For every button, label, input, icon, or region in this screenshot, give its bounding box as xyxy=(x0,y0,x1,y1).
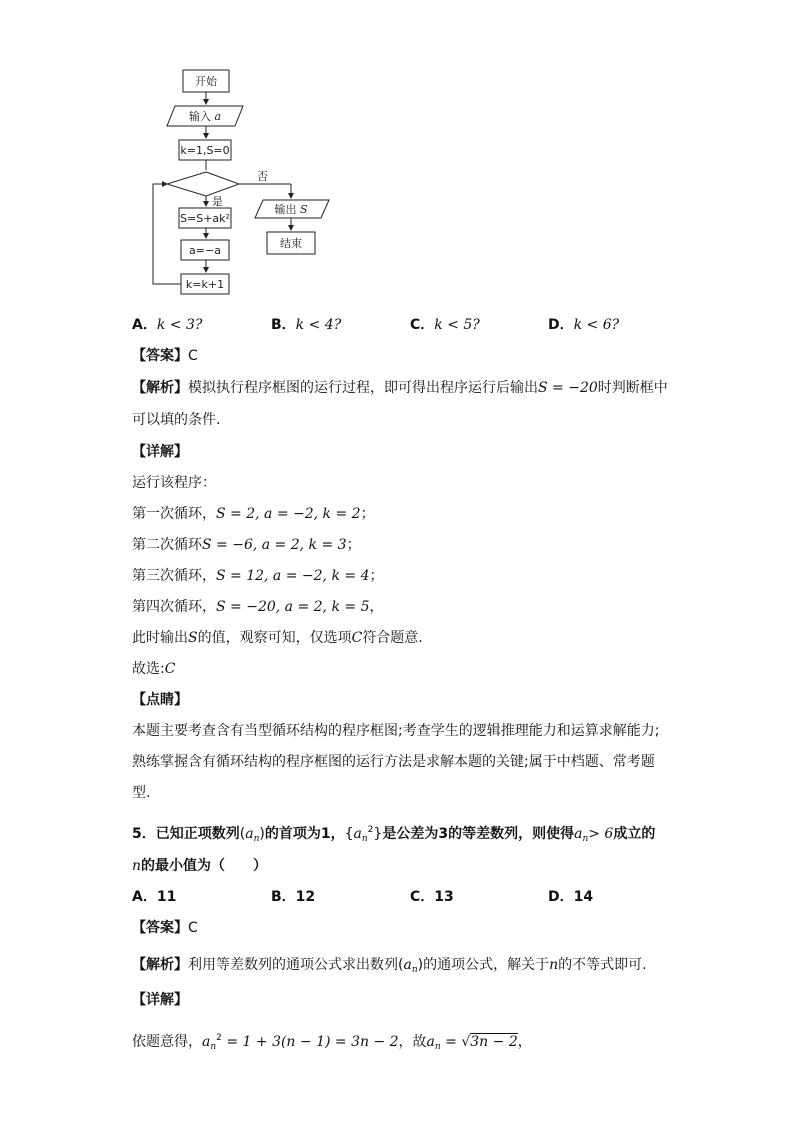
loop-label: 第三次循环， xyxy=(132,568,216,584)
loop-line xyxy=(132,535,361,555)
option-letter: A． xyxy=(132,317,157,333)
q4-analysis-line1 xyxy=(132,378,668,398)
flowchart xyxy=(145,62,345,297)
q4-detail-tag: 【详解】 xyxy=(132,444,188,460)
stem-text: 是公差为3的等差数列，则使得 xyxy=(382,826,575,842)
option-value: 12 xyxy=(295,889,316,905)
stem-text: 的最小值为（ ） xyxy=(141,858,268,874)
assign-k-label: k=k+1 xyxy=(185,278,225,291)
stem-text: 5．已知正项数列 xyxy=(132,826,240,842)
conclusion-text: 的值，观察可知，仅选项 xyxy=(197,630,352,646)
q5-option-d[interactable] xyxy=(548,887,593,907)
stem-text: 的首项为1， xyxy=(264,826,345,842)
q4-option-b[interactable] xyxy=(271,315,341,335)
seq-sub: n xyxy=(361,834,368,844)
analysis-var: n xyxy=(549,957,559,973)
detail-text: ，故 xyxy=(398,1034,427,1050)
detail-text: ， xyxy=(517,1034,532,1050)
q4-conclusion xyxy=(132,628,423,648)
option-letter: B． xyxy=(271,889,296,905)
q5-answer xyxy=(132,918,198,938)
loop-tail: ， xyxy=(369,599,384,615)
detail-eq: = xyxy=(445,1034,457,1050)
loop-line xyxy=(132,504,375,524)
conclusion-var: S xyxy=(188,630,198,646)
detail-text: 依题意得， xyxy=(132,1034,202,1050)
svg-text:输出 S xyxy=(274,202,308,216)
q5-stem-line1: 5．已知正项数列$(a_n)$的首项为1，$\{a_n^2\}$是公差为3的等差数列，则使得$a_n> 6$成立的 xyxy=(132,825,656,844)
loop-tail: ； xyxy=(360,506,375,522)
analysis-text: 利用等差数列的通项公式求出数列 xyxy=(188,957,398,973)
choose-var: C xyxy=(164,661,176,677)
q4-comment-line3: 型. xyxy=(132,785,151,801)
option-value: 14 xyxy=(573,889,594,905)
seq-var: a xyxy=(353,826,362,842)
conclusion-text: 符合题意. xyxy=(362,630,423,646)
input-label: 输入 xyxy=(188,110,211,123)
output-label: 输出 xyxy=(274,203,297,216)
yes-label: 是 xyxy=(212,195,223,208)
loop-label: 第一次循环， xyxy=(132,506,216,522)
choose-text: 故选: xyxy=(132,661,165,677)
analysis-math: S = −20 xyxy=(538,380,598,396)
q4-run: 运行该程序： xyxy=(132,475,216,491)
input-var: a xyxy=(214,110,222,123)
analysis-text: 模拟执行程序框图的运行过程，即可得出程序运行后输出 xyxy=(188,380,538,396)
answer-value: C xyxy=(188,920,198,936)
seq-var: a xyxy=(426,1034,435,1050)
analysis-tag: 【解析】 xyxy=(132,380,188,396)
analysis-text: 的通项公式，解关于 xyxy=(423,957,550,973)
option-letter: D． xyxy=(548,317,574,333)
option-letter: A． xyxy=(132,889,157,905)
conclusion-text: 此时输出 xyxy=(132,630,188,646)
seq-sub: n xyxy=(434,1042,441,1052)
loop-label: 第二次循环 xyxy=(132,537,202,553)
loop-tail: ； xyxy=(369,568,384,584)
init-label: k=1,S=0 xyxy=(180,144,230,157)
analysis-text: 的不等式即可. xyxy=(558,957,647,973)
option-letter: C． xyxy=(410,317,435,333)
answer-tag: 【答案】 xyxy=(132,348,188,364)
seq-sub: n xyxy=(411,965,418,975)
detail-sqrt: 3n − 2 xyxy=(470,1034,518,1050)
loop-expr: S = −6, a = 2, k = 3 xyxy=(202,537,347,553)
option-value: 13 xyxy=(434,889,454,905)
conclusion-var: C xyxy=(351,630,363,646)
assign-a-label: a=−a xyxy=(189,244,221,257)
seq-var: a xyxy=(403,957,412,973)
option-letter: D． xyxy=(548,889,574,905)
option-expr: k < 4? xyxy=(295,317,342,333)
option-value: 11 xyxy=(156,889,177,905)
option-expr: k < 6? xyxy=(573,317,620,333)
loop-line xyxy=(132,597,383,617)
answer-value: C xyxy=(188,348,198,364)
q4-comment-line1: 本题主要考查含有当型循环结构的程序框图;考查学生的逻辑推理能力和运算求解能力; xyxy=(132,723,660,739)
option-expr: k < 3? xyxy=(156,317,203,333)
assign-s-label: S=S+ak² xyxy=(180,212,230,225)
answer-tag: 【答案】 xyxy=(132,920,188,936)
stem-var: n xyxy=(132,858,142,874)
seq-sub: n xyxy=(253,834,260,844)
option-letter: C． xyxy=(410,889,435,905)
detail-eq: = 1 + 3(n − 1) = 3n − 2 xyxy=(226,1034,399,1050)
loop-label: 第四次循环， xyxy=(132,599,216,615)
stem-text: 成立的 xyxy=(613,826,656,842)
seq-sub: n xyxy=(582,834,589,844)
q4-choose xyxy=(132,659,175,679)
q4-option-d[interactable] xyxy=(548,315,619,335)
loop-expr: S = 2, a = −2, k = 2 xyxy=(216,506,361,522)
q4-analysis-line2: 可以填的条件. xyxy=(132,412,221,428)
analysis-tag: 【解析】 xyxy=(132,957,188,973)
q4-option-c[interactable] xyxy=(410,315,480,335)
q5-option-b[interactable] xyxy=(271,887,315,907)
q4-comment-line2: 熟练掌握含有循环结构的程序框图的运行方法是求解本题的关键;属于中档题、常考题 xyxy=(132,754,655,770)
seq-var: a xyxy=(574,826,583,842)
end-label: 结束 xyxy=(280,237,302,250)
q4-answer xyxy=(132,346,198,366)
loop-expr: S = −20, a = 2, k = 5 xyxy=(216,599,370,615)
q5-analysis: 【解析】利用等差数列的通项公式求出数列$(a_n)$的通项公式，解关于n的不等式即可. xyxy=(132,957,647,975)
decision-diamond xyxy=(167,172,239,196)
loop-tail: ； xyxy=(346,537,361,553)
q4-comment-tag: 【点睛】 xyxy=(132,692,188,708)
no-label: 否 xyxy=(257,170,268,183)
svg-text:输入 a xyxy=(189,109,221,123)
option-expr: k < 5? xyxy=(434,317,480,333)
q4-option-a[interactable] xyxy=(132,315,202,335)
q5-stem-line2 xyxy=(132,856,267,876)
seq-var: a xyxy=(202,1034,211,1050)
q5-option-a[interactable] xyxy=(132,887,176,907)
q5-detail: 依题意得，$a_n^2 = 1 + 3(n - 1) = 3n - 2$，故$a_n = √3n - 2$， xyxy=(132,1033,532,1052)
cond-expr: > 6 xyxy=(588,826,614,842)
loop-line xyxy=(132,566,383,586)
q5-option-c[interactable] xyxy=(410,887,454,907)
analysis-text: 时判断框中 xyxy=(597,380,668,396)
q5-detail-tag: 【详解】 xyxy=(132,992,188,1008)
seq-var: a xyxy=(245,826,254,842)
loop-expr: S = 12, a = −2, k = 4 xyxy=(216,568,370,584)
start-label: 开始 xyxy=(195,75,217,88)
seq-sub: n xyxy=(210,1042,217,1052)
output-var: S xyxy=(299,203,308,216)
option-letter: B． xyxy=(271,317,296,333)
